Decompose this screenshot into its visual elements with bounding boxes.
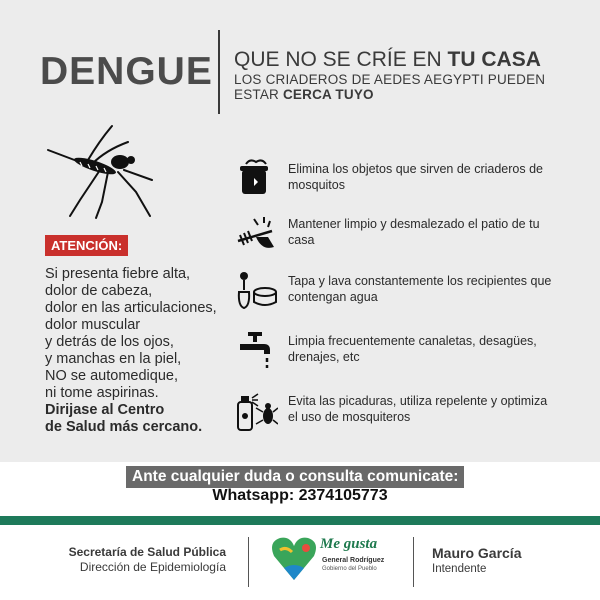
symptom-line: y manchas en la piel, <box>45 351 182 367</box>
logo-slogan: Me gusta <box>320 536 378 552</box>
tip-text: Elimina los objetos que sirven de criaderos de mosquitos <box>288 162 543 192</box>
repellent-icon <box>234 388 278 432</box>
footer-divider <box>248 537 249 587</box>
symptom-advice-line: Dirijase al Centro <box>45 402 165 418</box>
symptom-line: dolor en las articulaciones, <box>45 300 217 316</box>
tip-text: Mantener limpio y desmalezado el patio de tu casa <box>288 217 540 247</box>
footer-mayor <box>432 545 521 577</box>
subheadline <box>234 72 545 102</box>
heart-logo-icon <box>270 532 318 584</box>
whatsapp-number[interactable]: Whatsapp: 2374105773 <box>212 487 388 504</box>
secretaria-label: Secretaría de Salud Pública <box>68 545 226 559</box>
tip-item <box>234 328 574 378</box>
symptom-advice-line: de Salud más cercano. <box>45 419 203 435</box>
symptom-line: ni tome aspirinas. <box>45 385 159 401</box>
direccion-label: Dirección de Epidemiología <box>79 560 226 574</box>
mosquito-icon <box>40 120 160 220</box>
tip-text: Evita las picaduras, utiliza repelente y optimiza el uso de mosquiteros <box>288 394 548 424</box>
symptom-line: dolor de cabeza, <box>45 283 153 299</box>
tip-item <box>234 268 574 318</box>
containers-icon <box>234 268 278 312</box>
trash-bin-icon <box>234 156 278 200</box>
rake-yard-icon <box>234 211 278 255</box>
headline-prefix: QUE NO SE CRÍE EN <box>234 48 448 71</box>
tip-item <box>234 156 574 206</box>
tip-text: Limpia frecuentemente canaletas, desagües, drenajes, etc <box>288 334 537 364</box>
contact-banner: Ante cualquier duda o consulta comunicate: <box>126 466 464 488</box>
attention-badge: ATENCIÓN: <box>45 235 128 256</box>
faucet-icon <box>234 328 278 372</box>
logo-place: General Rodríguez <box>322 557 385 564</box>
logo-gov: Gobierno del Pueblo <box>322 566 377 572</box>
symptom-line: NO se automedique, <box>45 368 178 384</box>
symptom-line: dolor muscular <box>45 317 141 333</box>
tip-item <box>234 388 574 438</box>
headline-bold: TU CASA <box>447 48 541 71</box>
subheadline-line2-prefix: ESTAR <box>234 87 283 102</box>
mayor-role: Intendente <box>432 563 487 575</box>
green-band <box>0 516 600 525</box>
tip-item <box>234 211 574 261</box>
footer-divider <box>413 537 414 587</box>
subheadline-line1: LOS CRIADEROS DE AEDES AEGYPTI PUEDEN <box>234 72 546 87</box>
footer-department <box>40 545 226 575</box>
tip-text: Tapa y lava constantemente los recipientes que contengan agua <box>288 274 552 304</box>
symptom-line: Si presenta fiebre alta, <box>45 266 191 282</box>
headline <box>234 48 541 72</box>
subheadline-line2-bold: CERCA TUYO <box>282 87 374 102</box>
mayor-name: Mauro García <box>432 545 522 561</box>
symptom-line: y detrás de los ojos, <box>45 334 174 350</box>
municipality-logo <box>270 532 410 592</box>
page-title: DENGUE <box>40 50 213 93</box>
symptoms-text <box>45 266 245 436</box>
header-divider <box>218 30 220 114</box>
